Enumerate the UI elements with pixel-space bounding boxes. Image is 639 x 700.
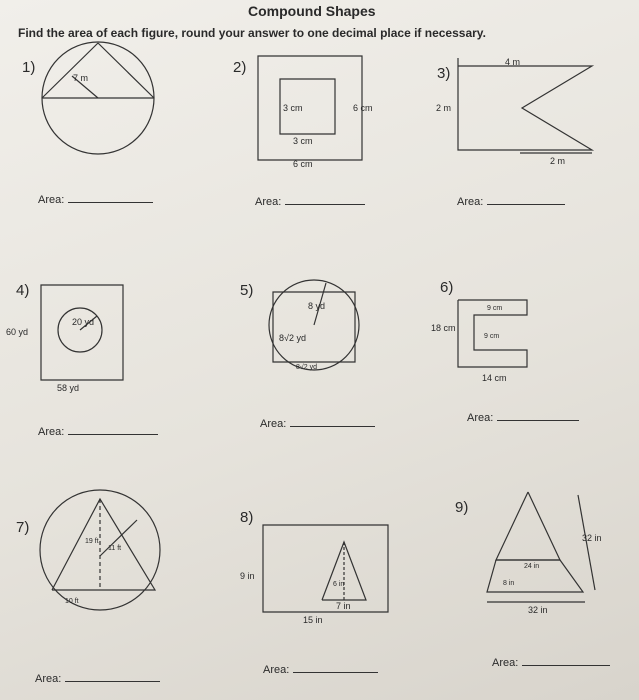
area-4[interactable]: Area: — [38, 427, 158, 438]
area-9[interactable]: Area: — [492, 658, 610, 669]
figure-7 — [40, 490, 160, 610]
fig2-label-outer-side: 6 cm — [353, 103, 373, 113]
fig3-outline — [458, 66, 592, 150]
area-7-blank[interactable] — [65, 681, 160, 682]
fig8-label-height: 9 in — [240, 571, 255, 581]
fig9-label-bottom-base: 32 in — [528, 605, 548, 615]
fig6-label-top: 9 cm — [487, 305, 503, 312]
problem-3-number: 3) — [437, 65, 451, 82]
fig9-label-top-base: 24 in — [524, 563, 540, 570]
area-3[interactable]: Area: — [457, 197, 565, 208]
problem-4-number: 4) — [16, 282, 30, 299]
fig8-label-triangle-base: 7 in — [336, 601, 351, 611]
fig7-label-radius: 11 ft — [108, 545, 122, 552]
area-3-blank[interactable] — [487, 204, 565, 205]
figure-1 — [42, 42, 154, 154]
area-7[interactable]: Area: — [35, 674, 160, 685]
fig9-label-height: 32 in — [582, 533, 602, 543]
fig5-label-bottom: 8√2 yd — [296, 364, 317, 371]
fig3-label-side: 2 m — [436, 103, 452, 113]
fig7-label-base: 10 ft — [65, 598, 79, 605]
fig2-label-inner-side: 3 cm — [283, 103, 303, 113]
figure-5 — [269, 280, 359, 370]
fig1-triangle-left — [42, 43, 98, 98]
problem-8-number: 8) — [240, 509, 254, 526]
fig3-label-top: 4 m — [505, 57, 521, 67]
fig8-triangle — [322, 542, 366, 600]
fig2-label-outer-bottom: 6 cm — [293, 159, 313, 169]
problem-7-number: 7) — [16, 519, 30, 536]
fig4-label-height: 60 yd — [6, 327, 29, 337]
problem-9-number: 9) — [455, 499, 469, 516]
fig2-label-inner-bottom: 3 cm — [293, 136, 313, 146]
fig7-triangle — [52, 499, 155, 590]
fig5-label-side: 8√2 yd — [279, 333, 306, 343]
problem-6-number: 6) — [440, 279, 454, 296]
fig4-label-radius: 20 yd — [72, 317, 95, 327]
fig6-label-height: 18 cm — [431, 323, 456, 333]
fig1-triangle-right — [98, 43, 154, 98]
fig9-label-trap-height: 8 in — [503, 580, 515, 587]
fig7-label-height: 19 ft — [85, 538, 99, 545]
area-5-blank[interactable] — [290, 426, 375, 427]
area-8-blank[interactable] — [293, 672, 378, 673]
fig6-label-inner: 9 cm — [484, 333, 500, 340]
area-6-blank[interactable] — [497, 420, 579, 421]
problem-5-number: 5) — [240, 282, 254, 299]
area-5[interactable]: Area: — [260, 419, 375, 430]
fig8-rectangle — [263, 525, 388, 612]
figure-8 — [263, 525, 388, 612]
area-4-blank[interactable] — [68, 434, 158, 435]
area-2[interactable]: Area: — [255, 197, 365, 208]
area-2-blank[interactable] — [285, 204, 365, 205]
fig6-label-bottom: 14 cm — [482, 373, 507, 383]
fig1-label-radius: 7 m — [73, 73, 89, 83]
problem-2-number: 2) — [233, 59, 247, 76]
page-title: Compound Shapes — [248, 3, 376, 19]
area-8[interactable]: Area: — [263, 665, 378, 676]
fig8-label-triangle-height: 6 in — [333, 581, 345, 588]
figure-3 — [458, 58, 592, 153]
fig4-label-width: 58 yd — [57, 383, 80, 393]
problem-1-number: 1) — [22, 59, 36, 76]
fig8-label-width: 15 in — [303, 615, 323, 625]
area-6[interactable]: Area: — [467, 413, 579, 424]
instructions: Find the area of each figure, round your answer to one decimal place if necessary. — [18, 26, 486, 40]
fig4-rectangle — [41, 285, 123, 380]
fig3-label-notch: 2 m — [550, 156, 566, 166]
area-1-blank[interactable] — [68, 202, 153, 203]
area-1[interactable]: Area: — [38, 195, 153, 206]
fig5-label-radius: 8 yd — [308, 301, 326, 311]
figure-4 — [41, 285, 123, 380]
fig9-triangle — [496, 492, 560, 560]
area-9-blank[interactable] — [522, 665, 610, 666]
